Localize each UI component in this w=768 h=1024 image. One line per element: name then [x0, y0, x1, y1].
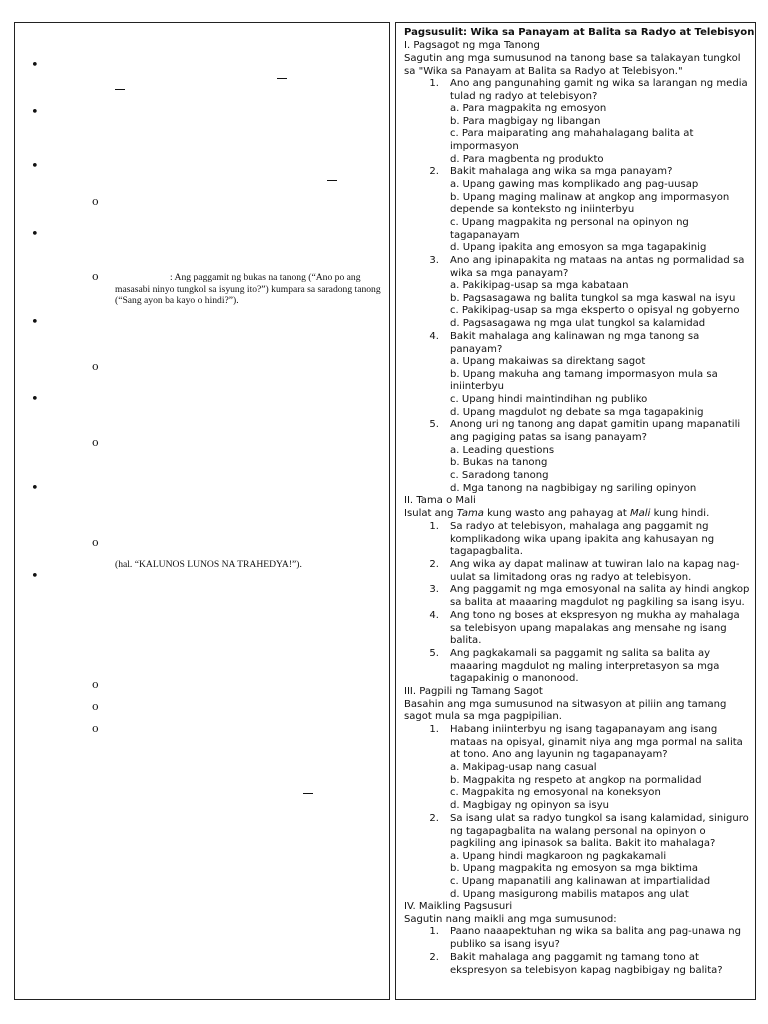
question-text: Bakit mahalaga ang kalinawan ng mga tanong sa panayam?: [450, 331, 700, 355]
dash-mark: [303, 793, 313, 794]
section-instruction: sa "Wika sa Panayam at Balita sa Radyo at Telebisyon.": [404, 66, 683, 77]
dash-mark: [277, 78, 287, 79]
bullet-marker: •: [31, 105, 39, 120]
question-text: Sa isang ulat sa radyo tungkol sa isang kalamidad, siniguro ng tagapagbalita na walang personal na opinyon o pagkiling ang ipinasok sa balita. Bakit ito mahalaga?: [450, 813, 749, 850]
question-number: 1.: [429, 926, 439, 937]
question-number: 3.: [429, 255, 439, 266]
answer-option: c. Upang mapanatili ang kalinawan at impartialidad: [450, 876, 711, 887]
sub-bullet-marker: o: [92, 270, 99, 283]
notes-panel: [14, 22, 390, 1000]
answer-option: c. Upang hindi maintindihan ng publiko: [450, 394, 648, 405]
statement-number: 1.: [429, 521, 439, 532]
section-instruction: Sagutin ang mga sumusunod na tanong base sa talakayan tungkol: [404, 53, 741, 64]
answer-option: a. Upang hindi magkaroon ng pagkakamali: [450, 851, 667, 862]
question-number: 1.: [429, 724, 439, 735]
sub-bullet-marker: o: [92, 195, 99, 208]
bullet-marker: •: [31, 159, 39, 174]
open-question-note: : Ang paggamit ng bukas na tanong (“Ano po ang masasabi ninyo tungkol sa isyung ito?”) kumpara sa saradong tanong (“Sang ayon ba kayo o hindi?”).: [115, 272, 381, 306]
section-heading: II. Tama o Mali: [404, 495, 476, 506]
bullet-marker: •: [31, 392, 39, 407]
question-number: 2.: [429, 813, 439, 824]
question-text: Bakit mahalaga ang paggamit ng tamang tono at ekspresyon sa telebisyon kapag nagbibigay ng balita?: [450, 952, 723, 976]
answer-option: a. Pakikipag-usap sa mga kabataan: [450, 280, 629, 291]
answer-option: b. Pagsasagawa ng balita tungkol sa mga kaswal na isyu: [450, 293, 736, 304]
section-heading: IV. Maikling Pagsusuri: [404, 901, 513, 912]
statement-number: 3.: [429, 584, 439, 595]
sub-bullet-marker: o: [92, 700, 99, 713]
example-note: (hal. “KALUNOS LUNOS NA TRAHEDYA!”).: [115, 559, 302, 570]
answer-option: d. Upang magdulot ng debate sa mga tagapakinig: [450, 407, 704, 418]
answer-option: d. Pagsasagawa ng mga ulat tungkol sa kalamidad: [450, 318, 706, 329]
sub-bullet-marker: o: [92, 722, 99, 735]
answer-option: b. Para magbigay ng libangan: [450, 116, 601, 127]
answer-option: b. Upang makuha ang tamang impormasyon mula sa: [450, 369, 718, 380]
question-number: 2.: [429, 952, 439, 963]
answer-option: c. Saradong tanong: [450, 470, 549, 481]
section-heading: III. Pagpili ng Tamang Sagot: [404, 686, 543, 697]
answer-option: a. Para magpakita ng emosyon: [450, 103, 607, 114]
section-instruction: Isulat ang Tama kung wasto ang pahayag at Mali kung hindi.: [404, 508, 710, 519]
answer-option: b. Bukas na tanong: [450, 457, 548, 468]
sub-bullet-marker: o: [92, 360, 99, 373]
question-text: Ano ang pangunahing gamit ng wika sa larangan ng media tulad ng radyo at telebisyon?: [450, 78, 748, 102]
sub-bullet-marker: o: [92, 536, 99, 549]
dash-mark: [327, 180, 337, 181]
answer-option: depende sa konteksto ng iniinterbyu: [450, 204, 635, 215]
question-number: 5.: [429, 419, 439, 430]
answer-option: d. Upang ipakita ang emosyon sa mga tagapakinig: [450, 242, 707, 253]
question-number: 2.: [429, 166, 439, 177]
answer-option: d. Mga tanong na nagbibigay ng sariling opinyon: [450, 483, 697, 494]
question-text: Paano naaapektuhan ng wika sa balita ang pag-unawa ng publiko sa isang isyu?: [450, 926, 742, 950]
answer-option: a. Upang gawing mas komplikado ang pag-uusap: [450, 179, 699, 190]
statement-text: Ang wika ay dapat malinaw at tuwiran lalo na kapag nag- uulat sa limitadong oras ng radyo at telebisyon.: [450, 559, 740, 583]
statement-text: Sa radyo at telebisyon, mahalaga ang paggamit ng komplikadong wika upang ipakita ang kahusayan ng tagapagbalita.: [450, 521, 715, 558]
sub-bullet-marker: o: [92, 678, 99, 691]
answer-option: c. Pakikipag-usap sa mga eksperto o opisyal ng gobyerno: [450, 305, 740, 316]
answer-option: b. Magpakita ng respeto at angkop na pormalidad: [450, 775, 702, 786]
statement-text: Ang paggamit ng mga emosyonal na salita ay hindi angkop sa balita at maaaring magdulot ng pagkiling sa isang isyu.: [450, 584, 750, 608]
answer-option: a. Leading questions: [450, 445, 555, 456]
answer-option: c. Para maiparating ang mahahalagang balita at: [450, 128, 694, 139]
bullet-marker: •: [31, 569, 39, 584]
statement-text: Ang tono ng boses at ekspresyon ng mukha ay mahalaga sa telebisyon upang mapalakas ang mensahe ng isang balita.: [450, 610, 740, 647]
section-instruction: Sagutin nang maikli ang mga sumusunod:: [404, 914, 617, 925]
statement-number: 4.: [429, 610, 439, 621]
answer-option: d. Para magbenta ng produkto: [450, 154, 604, 165]
statement-number: 5.: [429, 648, 439, 659]
answer-option: c. Magpakita ng emosyonal na koneksyon: [450, 787, 661, 798]
answer-option: a. Upang makaiwas sa direktang sagot: [450, 356, 646, 367]
question-text: Habang iniinterbyu ng isang tagapanayam ang isang mataas na opisyal, ginamit niya ang mga pormal na salita at tono. Ano ang layunin ng tagapanayam?: [450, 724, 743, 761]
question-number: 1.: [429, 78, 439, 89]
question-number: 4.: [429, 331, 439, 342]
bullet-marker: •: [31, 315, 39, 330]
sub-bullet-marker: o: [92, 436, 99, 449]
bullet-marker: •: [31, 227, 39, 242]
statement-number: 2.: [429, 559, 439, 570]
answer-option: a. Makipag-usap nang casual: [450, 762, 597, 773]
question-text: Bakit mahalaga ang wika sa mga panayam?: [450, 166, 673, 177]
section-instruction: sagot mula sa mga pagpipilian.: [404, 711, 562, 722]
answer-option: d. Magbigay ng opinyon sa isyu: [450, 800, 610, 811]
quiz-title: Pagsusulit: Wika sa Panayam at Balita sa Radyo at Telebisyon: [404, 27, 755, 38]
answer-option: c. Upang magpakita ng personal na opinyon ng: [450, 217, 689, 228]
statement-text: Ang pagkakamali sa paggamit ng salita sa balita ay maaaring magdulot ng maling interpretasyon sa mga tagapakinig o manonood.: [450, 648, 720, 685]
question-text: Anong uri ng tanong ang dapat gamitin upang mapanatili ang pagiging patas sa isang panayam?: [450, 419, 741, 443]
bullet-marker: •: [31, 58, 39, 73]
section-instruction: Basahin ang mga sumusunod na sitwasyon at piliin ang tamang: [404, 699, 727, 710]
question-text: Ano ang ipinapakita ng mataas na antas ng pormalidad sa wika sa mga panayam?: [450, 255, 745, 279]
answer-option: b. Upang maging malinaw at angkop ang impormasyon: [450, 192, 730, 203]
section-heading: I. Pagsagot ng mga Tanong: [404, 40, 540, 51]
answer-option: d. Upang masigurong mabilis matapos ang ulat: [450, 889, 689, 900]
answer-option: impormasyon: [450, 141, 519, 152]
dash-mark: [115, 89, 125, 90]
answer-option: iniinterbyu: [450, 381, 505, 392]
answer-option: b. Upang magpakita ng emosyon sa mga biktima: [450, 863, 699, 874]
answer-option: tagapanayam: [450, 230, 520, 241]
bullet-marker: •: [31, 481, 39, 496]
